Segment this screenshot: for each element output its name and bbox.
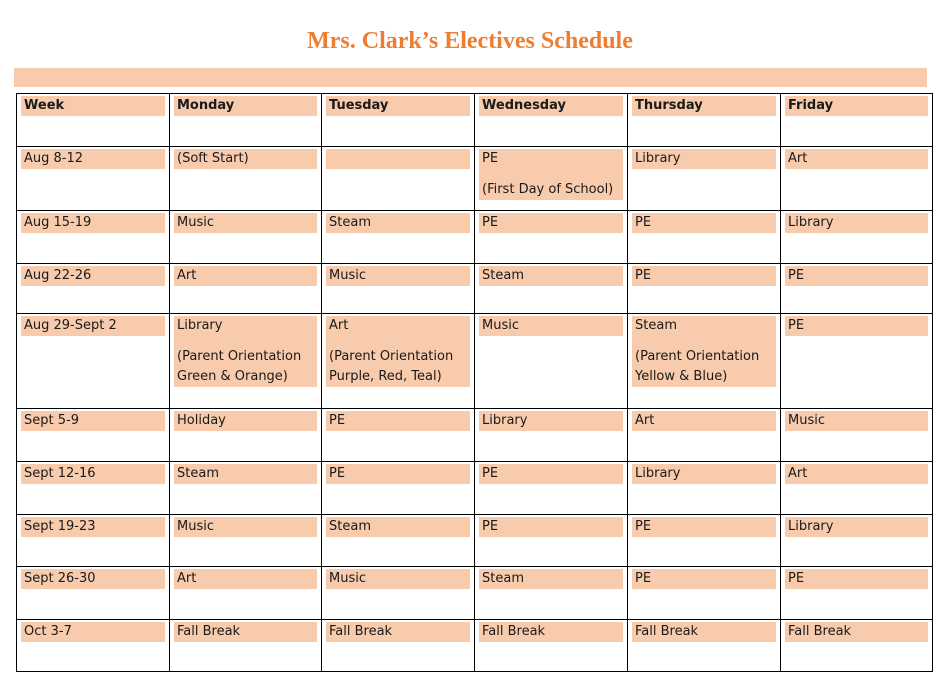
elective-entry bbox=[785, 316, 928, 336]
week-label: Aug 8-12 bbox=[21, 149, 165, 169]
week-label: Sept 12-16 bbox=[21, 464, 165, 484]
elective-name: PE bbox=[482, 519, 499, 534]
header-cell-thursday bbox=[628, 94, 781, 147]
elective-name: Art bbox=[788, 151, 808, 166]
elective-entry bbox=[326, 316, 470, 387]
week-cell bbox=[17, 211, 170, 264]
week-cell bbox=[17, 515, 170, 567]
header-banner bbox=[14, 68, 927, 87]
wednesday-cell bbox=[475, 567, 628, 620]
elective-entry bbox=[174, 316, 317, 387]
elective-name: Library bbox=[635, 151, 681, 166]
elective-entry bbox=[326, 149, 470, 169]
thursday-cell bbox=[628, 515, 781, 567]
elective-name: Steam bbox=[177, 466, 219, 481]
elective-name: Library bbox=[635, 466, 681, 481]
header-cell-week bbox=[17, 94, 170, 147]
table-row bbox=[17, 462, 933, 515]
elective-entry bbox=[632, 411, 776, 431]
elective-name: Music bbox=[329, 571, 366, 586]
elective-entry bbox=[632, 266, 776, 286]
week-cell bbox=[17, 567, 170, 620]
elective-note: Yellow & Blue) bbox=[635, 369, 728, 384]
elective-name: PE bbox=[482, 151, 499, 166]
header-cell-tuesday bbox=[322, 94, 475, 147]
elective-entry bbox=[326, 411, 470, 431]
elective-name: Music bbox=[788, 413, 825, 428]
elective-entry bbox=[174, 266, 317, 286]
elective-note: Purple, Red, Teal) bbox=[329, 369, 442, 384]
week-label: Oct 3-7 bbox=[21, 622, 165, 642]
elective-entry bbox=[632, 316, 776, 387]
table-row bbox=[17, 620, 933, 672]
elective-name: PE bbox=[635, 519, 652, 534]
week-label: Aug 29-Sept 2 bbox=[21, 316, 165, 336]
elective-name: Library bbox=[177, 318, 223, 333]
elective-entry bbox=[785, 464, 928, 484]
friday-cell bbox=[781, 620, 933, 672]
document-title: Mrs. Clark’s Electives Schedule bbox=[307, 28, 633, 54]
elective-note: (Parent Orientation bbox=[635, 349, 760, 364]
elective-note: (Parent Orientation bbox=[177, 349, 302, 364]
schedule-table bbox=[16, 93, 933, 672]
elective-note: (Parent Orientation bbox=[329, 349, 454, 364]
tuesday-cell bbox=[322, 620, 475, 672]
elective-entry bbox=[479, 149, 623, 200]
week-label: Aug 15-19 bbox=[21, 213, 165, 233]
elective-name: Music bbox=[482, 318, 519, 333]
wednesday-cell bbox=[475, 211, 628, 264]
elective-name: PE bbox=[788, 318, 805, 333]
elective-entry bbox=[632, 517, 776, 537]
tuesday-cell bbox=[322, 314, 475, 409]
elective-entry bbox=[632, 213, 776, 233]
thursday-cell bbox=[628, 620, 781, 672]
thursday-cell bbox=[628, 462, 781, 515]
monday-cell bbox=[170, 264, 322, 314]
elective-entry bbox=[632, 569, 776, 589]
elective-name: Art bbox=[329, 318, 349, 333]
elective-entry bbox=[326, 464, 470, 484]
elective-name: Fall Break bbox=[482, 624, 546, 639]
tuesday-cell bbox=[322, 147, 475, 211]
thursday-cell bbox=[628, 147, 781, 211]
friday-cell bbox=[781, 314, 933, 409]
elective-entry bbox=[326, 622, 470, 642]
tuesday-cell bbox=[322, 264, 475, 314]
elective-name: Library bbox=[788, 519, 834, 534]
elective-entry bbox=[785, 266, 928, 286]
week-label: Aug 22-26 bbox=[21, 266, 165, 286]
elective-entry bbox=[326, 266, 470, 286]
elective-entry bbox=[785, 517, 928, 537]
elective-entry bbox=[632, 622, 776, 642]
elective-entry bbox=[479, 569, 623, 589]
table-row bbox=[17, 314, 933, 409]
week-label: Sept 19-23 bbox=[21, 517, 165, 537]
elective-entry bbox=[785, 411, 928, 431]
friday-cell bbox=[781, 264, 933, 314]
monday-cell bbox=[170, 515, 322, 567]
monday-cell bbox=[170, 147, 322, 211]
elective-name: PE bbox=[329, 466, 346, 481]
elective-entry bbox=[479, 213, 623, 233]
wednesday-cell bbox=[475, 409, 628, 462]
wednesday-cell bbox=[475, 264, 628, 314]
tuesday-cell bbox=[322, 409, 475, 462]
header-cell-wednesday bbox=[475, 94, 628, 147]
friday-cell bbox=[781, 567, 933, 620]
elective-name: Music bbox=[177, 215, 214, 230]
tuesday-cell bbox=[322, 567, 475, 620]
header-monday: Monday bbox=[174, 96, 317, 116]
table-row bbox=[17, 147, 933, 211]
elective-entry bbox=[326, 213, 470, 233]
elective-entry bbox=[479, 464, 623, 484]
elective-name: Fall Break bbox=[329, 624, 393, 639]
wednesday-cell bbox=[475, 515, 628, 567]
elective-name: Music bbox=[177, 519, 214, 534]
tuesday-cell bbox=[322, 515, 475, 567]
elective-name: Art bbox=[177, 268, 197, 283]
elective-name: Steam bbox=[635, 318, 677, 333]
thursday-cell bbox=[628, 567, 781, 620]
elective-name: PE bbox=[788, 571, 805, 586]
week-cell bbox=[17, 620, 170, 672]
table-row bbox=[17, 264, 933, 314]
monday-cell bbox=[170, 567, 322, 620]
header-tuesday: Tuesday bbox=[326, 96, 470, 116]
elective-entry bbox=[785, 569, 928, 589]
elective-entry bbox=[174, 411, 317, 431]
elective-name: Fall Break bbox=[788, 624, 852, 639]
elective-name: PE bbox=[635, 268, 652, 283]
header-friday: Friday bbox=[785, 96, 928, 116]
monday-cell bbox=[170, 314, 322, 409]
week-cell bbox=[17, 314, 170, 409]
wednesday-cell bbox=[475, 314, 628, 409]
elective-entry bbox=[479, 622, 623, 642]
table-row bbox=[17, 409, 933, 462]
elective-name: Art bbox=[635, 413, 655, 428]
header-cell-monday bbox=[170, 94, 322, 147]
table-row bbox=[17, 515, 933, 567]
week-cell bbox=[17, 147, 170, 211]
elective-name: Steam bbox=[329, 215, 371, 230]
elective-entry bbox=[479, 266, 623, 286]
elective-name: PE bbox=[635, 571, 652, 586]
elective-name: PE bbox=[482, 466, 499, 481]
week-label: Sept 5-9 bbox=[21, 411, 165, 431]
monday-cell bbox=[170, 409, 322, 462]
week-label: Sept 26-30 bbox=[21, 569, 165, 589]
table-row bbox=[17, 211, 933, 264]
friday-cell bbox=[781, 147, 933, 211]
elective-name: PE bbox=[482, 215, 499, 230]
elective-entry bbox=[479, 316, 623, 336]
elective-entry bbox=[632, 149, 776, 169]
table-row bbox=[17, 567, 933, 620]
elective-entry bbox=[785, 622, 928, 642]
header-wednesday: Wednesday bbox=[479, 96, 623, 116]
elective-entry bbox=[785, 149, 928, 169]
thursday-cell bbox=[628, 409, 781, 462]
wednesday-cell bbox=[475, 147, 628, 211]
thursday-cell bbox=[628, 314, 781, 409]
thursday-cell bbox=[628, 264, 781, 314]
header-row bbox=[17, 94, 933, 147]
elective-entry bbox=[785, 213, 928, 233]
wednesday-cell bbox=[475, 620, 628, 672]
elective-name: Library bbox=[482, 413, 528, 428]
tuesday-cell bbox=[322, 211, 475, 264]
header-cell-friday bbox=[781, 94, 933, 147]
elective-name: Library bbox=[788, 215, 834, 230]
elective-entry bbox=[174, 517, 317, 537]
elective-name: PE bbox=[788, 268, 805, 283]
elective-name: Art bbox=[788, 466, 808, 481]
elective-note: (First Day of School) bbox=[482, 182, 614, 197]
elective-entry bbox=[174, 149, 317, 169]
elective-entry bbox=[174, 622, 317, 642]
elective-name: Steam bbox=[482, 571, 524, 586]
elective-name: Art bbox=[177, 571, 197, 586]
elective-entry bbox=[174, 569, 317, 589]
elective-entry bbox=[479, 411, 623, 431]
elective-entry bbox=[326, 517, 470, 537]
elective-name: Music bbox=[329, 268, 366, 283]
wednesday-cell bbox=[475, 462, 628, 515]
thursday-cell bbox=[628, 211, 781, 264]
monday-cell bbox=[170, 620, 322, 672]
tuesday-cell bbox=[322, 462, 475, 515]
elective-name: Fall Break bbox=[635, 624, 699, 639]
elective-entry bbox=[632, 464, 776, 484]
header-week: Week bbox=[21, 96, 165, 116]
elective-entry bbox=[479, 517, 623, 537]
friday-cell bbox=[781, 462, 933, 515]
elective-name: Holiday bbox=[177, 413, 226, 428]
elective-name: Steam bbox=[329, 519, 371, 534]
monday-cell bbox=[170, 211, 322, 264]
elective-entry bbox=[174, 464, 317, 484]
week-cell bbox=[17, 409, 170, 462]
elective-name: (Soft Start) bbox=[177, 151, 249, 166]
elective-name: Steam bbox=[482, 268, 524, 283]
elective-name: PE bbox=[329, 413, 346, 428]
friday-cell bbox=[781, 211, 933, 264]
elective-name: PE bbox=[635, 215, 652, 230]
elective-note: Green & Orange) bbox=[177, 369, 288, 384]
week-cell bbox=[17, 264, 170, 314]
elective-entry bbox=[326, 569, 470, 589]
friday-cell bbox=[781, 409, 933, 462]
week-cell bbox=[17, 462, 170, 515]
friday-cell bbox=[781, 515, 933, 567]
header-thursday: Thursday bbox=[632, 96, 776, 116]
elective-name: Fall Break bbox=[177, 624, 241, 639]
elective-entry bbox=[174, 213, 317, 233]
monday-cell bbox=[170, 462, 322, 515]
